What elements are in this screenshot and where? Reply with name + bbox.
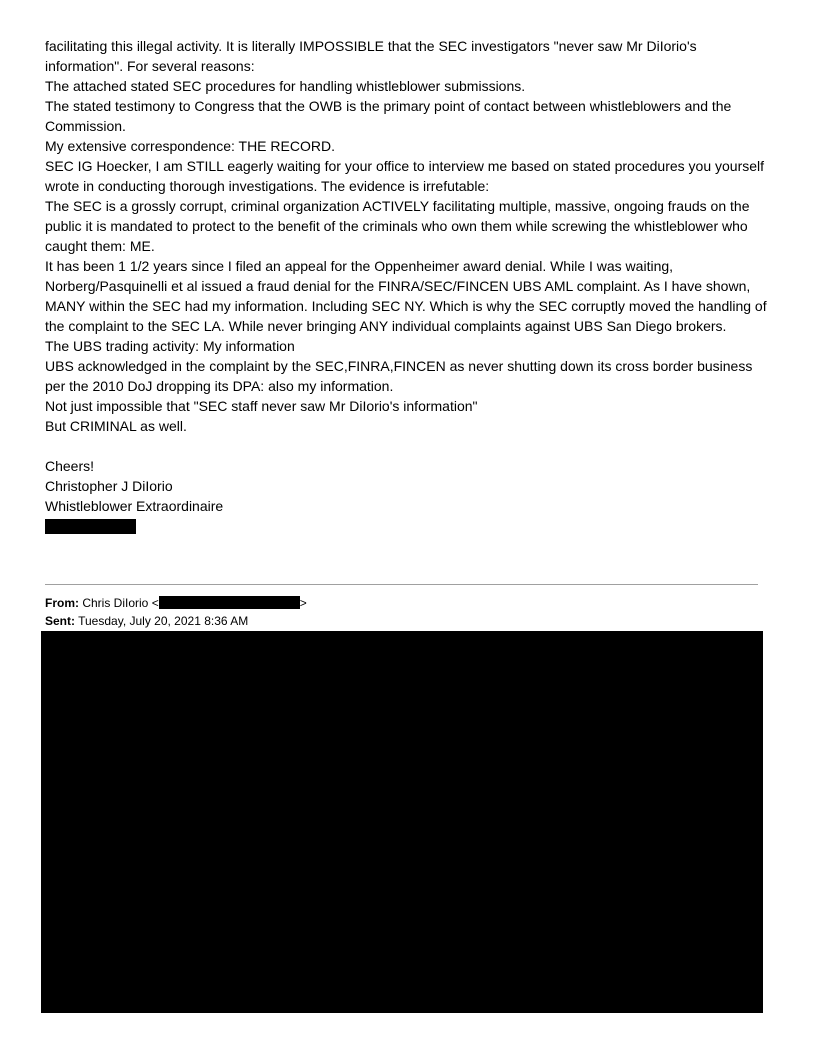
from-row <box>45 594 307 612</box>
email-redaction-box <box>159 596 300 609</box>
body-line-1: facilitating this illegal activity. It is literally IMPOSSIBLE that the SEC investigators "never saw Mr DiIorio's information". For several reasons: <box>45 38 697 74</box>
signature-greeting: Cheers! <box>45 458 95 474</box>
body-line-9: UBS acknowledged in the complaint by the SEC,FINRA,FINCEN as never shutting down its cross border business per the 2010 DoJ dropping its DPA: also my information. <box>45 358 753 394</box>
body-line-8: The UBS trading activity: My information <box>45 338 295 354</box>
from-close: > <box>299 596 307 610</box>
body-line-2: The attached stated SEC procedures for handling whistleblower submissions. <box>45 78 526 94</box>
body-line-6: The SEC is a grossly corrupt, criminal organization ACTIVELY facilitating multiple, massive, ongoing frauds on the public it is mandated to protect to the benefit of the criminals who own them while screwing the whistleblower who caught them: ME. <box>45 198 750 254</box>
message-divider <box>45 584 758 585</box>
sent-value: Tuesday, July 20, 2021 8:36 AM <box>78 614 249 628</box>
from-label: From: <box>45 596 79 610</box>
from-name: Chris DiIorio < <box>82 596 159 610</box>
body-line-4: My extensive correspondence: THE RECORD. <box>45 138 335 154</box>
body-line-7: It has been 1 1/2 years since I filed an appeal for the Oppenheimer award denial. While I was waiting, Norberg/Pasquinelli et al issued a fraud denial for the FINRA/SEC/FINCEN UBS AML complaint. As I have shown, MANY within the SEC had my information. Including SEC NY. Which is why the SEC corruptly moved the handling of the complaint to the SEC LA. While never bringing ANY individual complaints against UBS San Diego brokers. <box>45 258 767 334</box>
signature-redaction-box <box>45 519 136 534</box>
forwarded-header <box>45 594 307 630</box>
sent-label: Sent: <box>45 614 75 628</box>
spacer <box>45 436 775 456</box>
body-line-5: SEC IG Hoecker, I am STILL eagerly waiting for your office to interview me based on stated procedures you yourself wrote in conducting thorough investigations. The evidence is irrefutable: <box>45 158 765 194</box>
body-line-11: But CRIMINAL as well. <box>45 418 187 434</box>
signature-title: Whistleblower Extraordinaire <box>45 498 224 514</box>
email-body <box>45 36 775 534</box>
body-line-3: The stated testimony to Congress that the OWB is the primary point of contact between whistleblowers and the Commission. <box>45 98 732 134</box>
message-redaction-box <box>41 631 763 1013</box>
sent-row <box>45 612 307 630</box>
signature-name: Christopher J DiIorio <box>45 478 173 494</box>
body-line-10: Not just impossible that "SEC staff never saw Mr DiIorio's information" <box>45 398 478 414</box>
